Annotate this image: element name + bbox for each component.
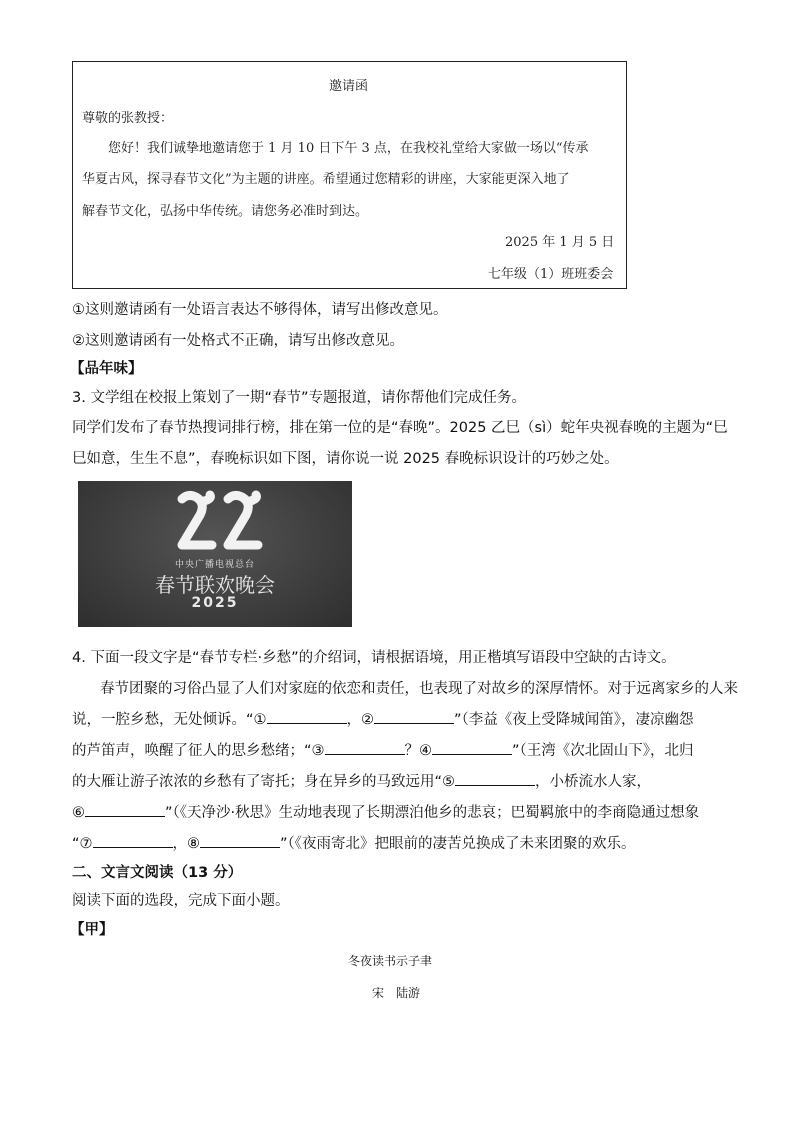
invitation-body-line-3: 解春节文化，弘扬中华传统。请您务必准时到达。 (82, 204, 369, 219)
question-invite-2: ②这则邀请函有一处格式不正确，请写出修改意见。 (72, 333, 404, 349)
section-2-title: 二、文言文阅读（13 分） (72, 865, 243, 881)
answer-blank-7[interactable] (93, 833, 173, 848)
answer-blank-1[interactable] (267, 709, 347, 724)
q4-para-line-2: 说，一腔乡愁，无处倾诉。“① ，② ”（李益《夜上受降城闻笛》，凄凉幽怨 (72, 708, 694, 729)
invitation-body-line-2: 华夏古风，探寻春节文化”为主题的讲座。希望通过您精彩的讲座，大家能更深入地了 (82, 172, 570, 187)
q4-para-line-4: 的大雁让游子浓浓的乡愁有了寄托；身在异乡的马致远用“⑤ ，小桥流水人家， (72, 770, 651, 791)
section-heading-nianwei: 【品年味】 (70, 361, 143, 377)
invitation-body-line-1: 您好！我们诚挚地邀请您于 1 月 10 日下午 3 点，在我校礼堂给大家做一场以“传承 (108, 141, 589, 156)
question-3-line-1: 同学们发布了春节热搜词排行榜，排在第一位的是“春晚”。2025 乙巳（sì）蛇年央视春晚的主题为“巳 (72, 420, 728, 436)
question-4-title: 4. 下面一段文字是“春节专栏·乡愁”的介绍词，请根据语境，用正楷填写语段中空缺的古诗文。 (72, 650, 676, 666)
answer-blank-3[interactable] (325, 740, 405, 755)
question-3-line-2: 巳如意，生生不息”，春晚标识如下图，请你说一说 2025 春晚标识设计的巧妙之处。 (72, 451, 619, 467)
spring-gala-logo-image (78, 481, 352, 627)
logo-year: 2025 (191, 595, 239, 611)
section-2-instructions: 阅读下面的选段，完成下面小题。 (72, 893, 290, 909)
question-3-title: 3. 文学组在校报上策划了一期“春节”专题报道，请你帮他们完成任务。 (72, 390, 526, 406)
answer-blank-5[interactable] (455, 771, 535, 786)
q4-para-line-3: 的芦笛声，唤醒了征人的思乡愁绪；“③ ？④ ”（王湾《次北固山下》，北归 (72, 739, 694, 760)
logo-station-text: 中央广播电视总台 (174, 560, 255, 570)
invitation-title: 邀请函 (329, 79, 369, 94)
answer-blank-2[interactable] (374, 709, 454, 724)
answer-blank-4[interactable] (432, 740, 512, 755)
q4-para-line-1: 春节团聚的习俗凸显了人们对家庭的依恋和责任，也表现了对故乡的深厚情怀。对于远离家乡的人来 (100, 681, 738, 697)
passage-jia-label: 【甲】 (70, 922, 114, 938)
invitation-signature: 七年级（1）班班委会 (488, 267, 614, 282)
q4-para-line-5: ⑥ ”（《天净沙·秋思》生动地表现了长期漂泊他乡的悲哀；巴蜀羁旅中的李商隐通过想象 (72, 801, 699, 822)
invitation-salutation: 尊敬的张教授： (82, 111, 174, 126)
poem-author: 宋 陆游 (372, 986, 421, 1000)
answer-blank-6[interactable] (85, 802, 165, 817)
invitation-date: 2025 年 1 月 5 日 (505, 235, 615, 250)
poem-title: 冬夜读书示子聿 (348, 954, 433, 968)
answer-blank-8[interactable] (200, 833, 280, 848)
question-invite-1: ①这则邀请函有一处语言表达不够得体，请写出修改意见。 (72, 302, 448, 318)
q4-para-line-6: “⑦ ，⑧ ”（《夜雨寄北》把眼前的凄苦兑换成了未来团聚的欢乐。 (72, 832, 636, 853)
logo-gala-name: 春节联欢晚会 (155, 573, 275, 597)
